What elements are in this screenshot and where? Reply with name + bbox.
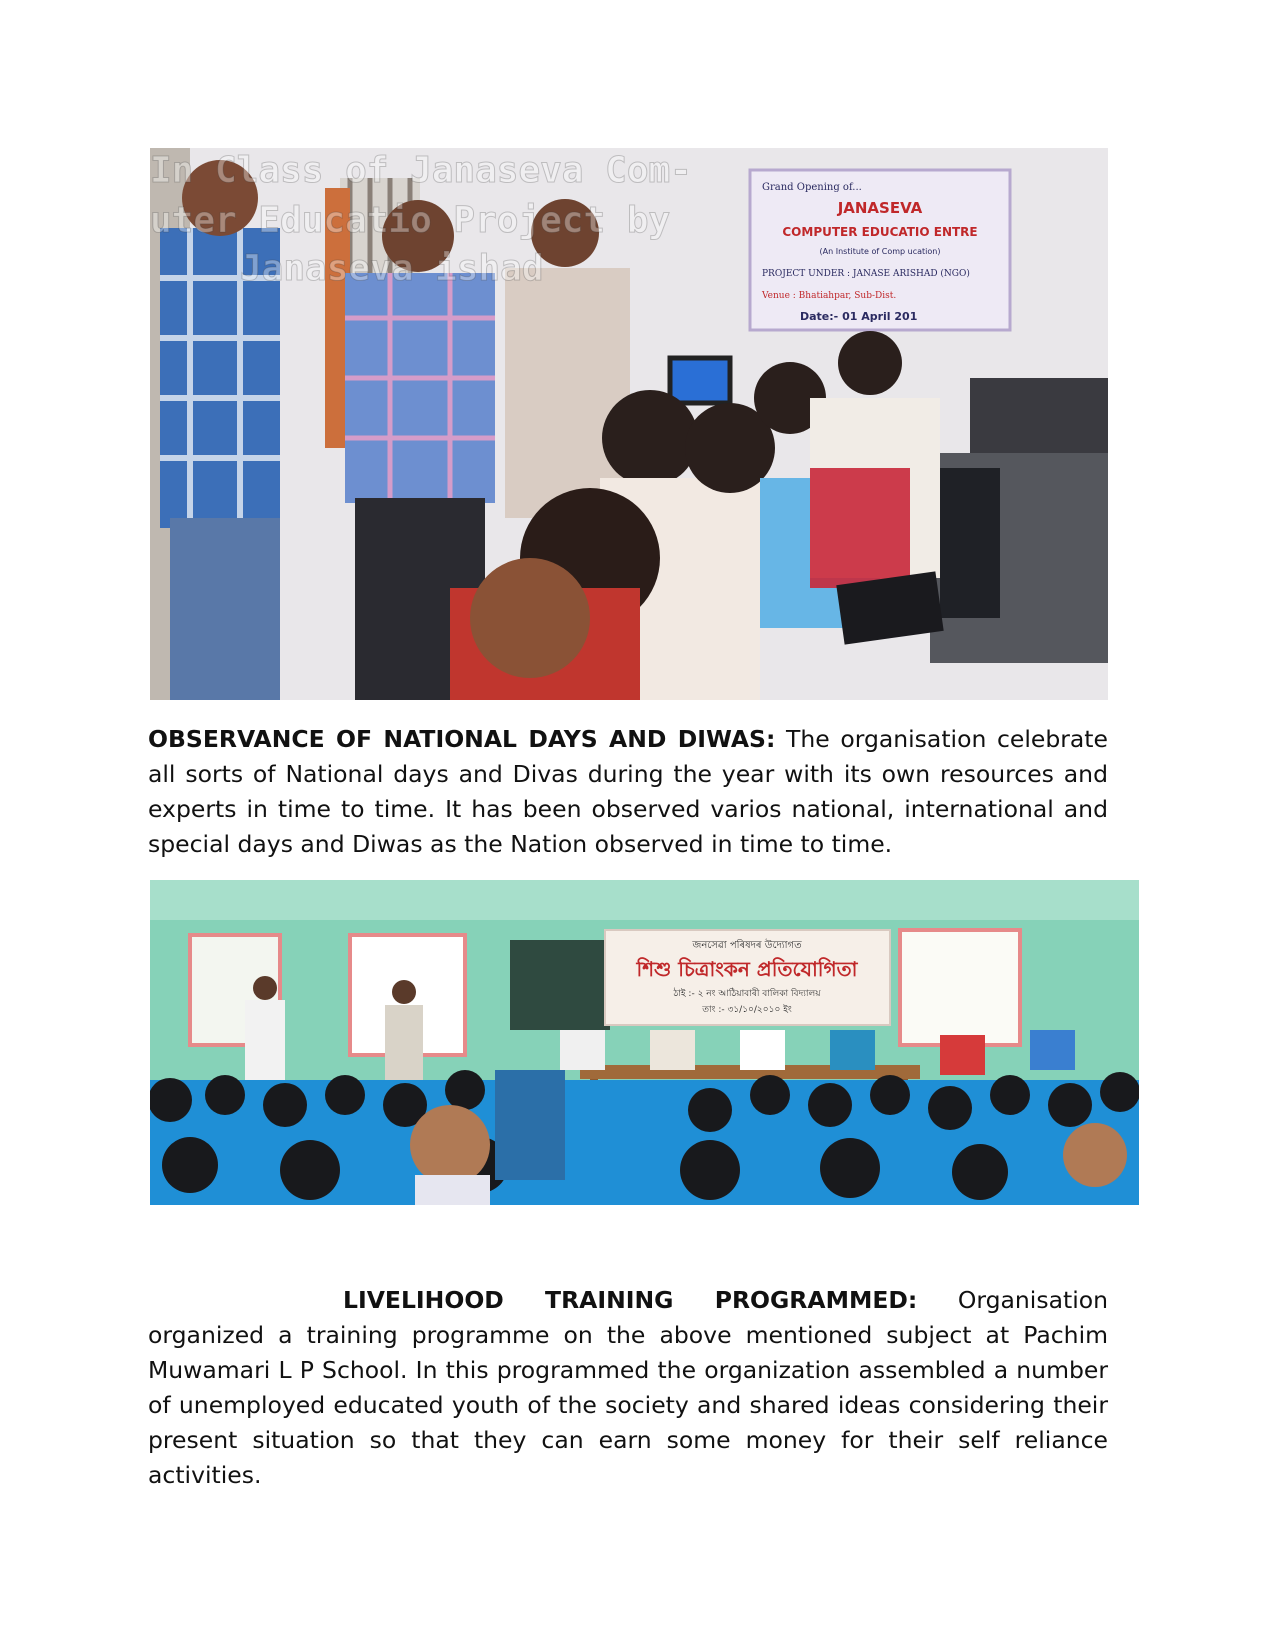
livelihood-body: Organisation organized a training programme on the above mentioned subject at Pachim Muwamari L P School. In this programmed the organization assembled a number of unemployed educated youth of the society and shared ideas considering their present situation so that they can earn some money for their self reliance activities. [148,1286,1108,1489]
banner1-line2: JANASEVA [837,199,923,217]
watermark-line3: Janaseva ishad [240,248,544,289]
drawing-competition-photo [150,880,1139,1205]
watermark-line1: In Class of Janaseva Com- [150,150,692,191]
observance-paragraph [148,722,1108,862]
banner2-line4: তাং :- ৩১/১০/২০১০ ইং [702,1005,792,1015]
banner2-line2: শিশু চিত্ৰাংকন প্ৰতিযোগিতা [636,957,858,981]
observance-body: The organisation celebrate all sorts of National days and Divas during the year with its own resources and experts in time to time. It has been observed varios national, international and special days and Diwas as the Nation observed in time to time. [148,725,1108,858]
livelihood-paragraph [148,1283,1108,1493]
banner1-line1: Grand Opening of... [762,182,862,193]
banner1-line6: Venue : Bhatiahpar, Sub-Dist. [762,291,897,301]
banner1-line7: Date:- 01 April 201 [800,310,918,323]
observance-heading: OBSERVANCE OF NATIONAL DAYS AND DIWAS: [148,725,776,753]
watermark-line2: uter Educatio Project by [150,200,671,241]
livelihood-heading: LIVELIHOOD TRAINING PROGRAMMED: [343,1286,918,1314]
banner1-line4: (An Institute of Comp ucation) [819,247,941,256]
banner1-line3: COMPUTER EDUCATIO ENTRE [782,225,978,239]
banner2-line1: জনসেৱা পৰিষদৰ উদ্যোগত [692,940,802,951]
banner2-line3: ঠাই :- ২ নং আঠিয়াবাৰী বালিকা বিদ্যালয় [673,989,821,999]
banner1-line5: PROJECT UNDER : JANASE ARISHAD (NGO) [762,269,970,279]
computer-class-photo [150,148,1108,700]
